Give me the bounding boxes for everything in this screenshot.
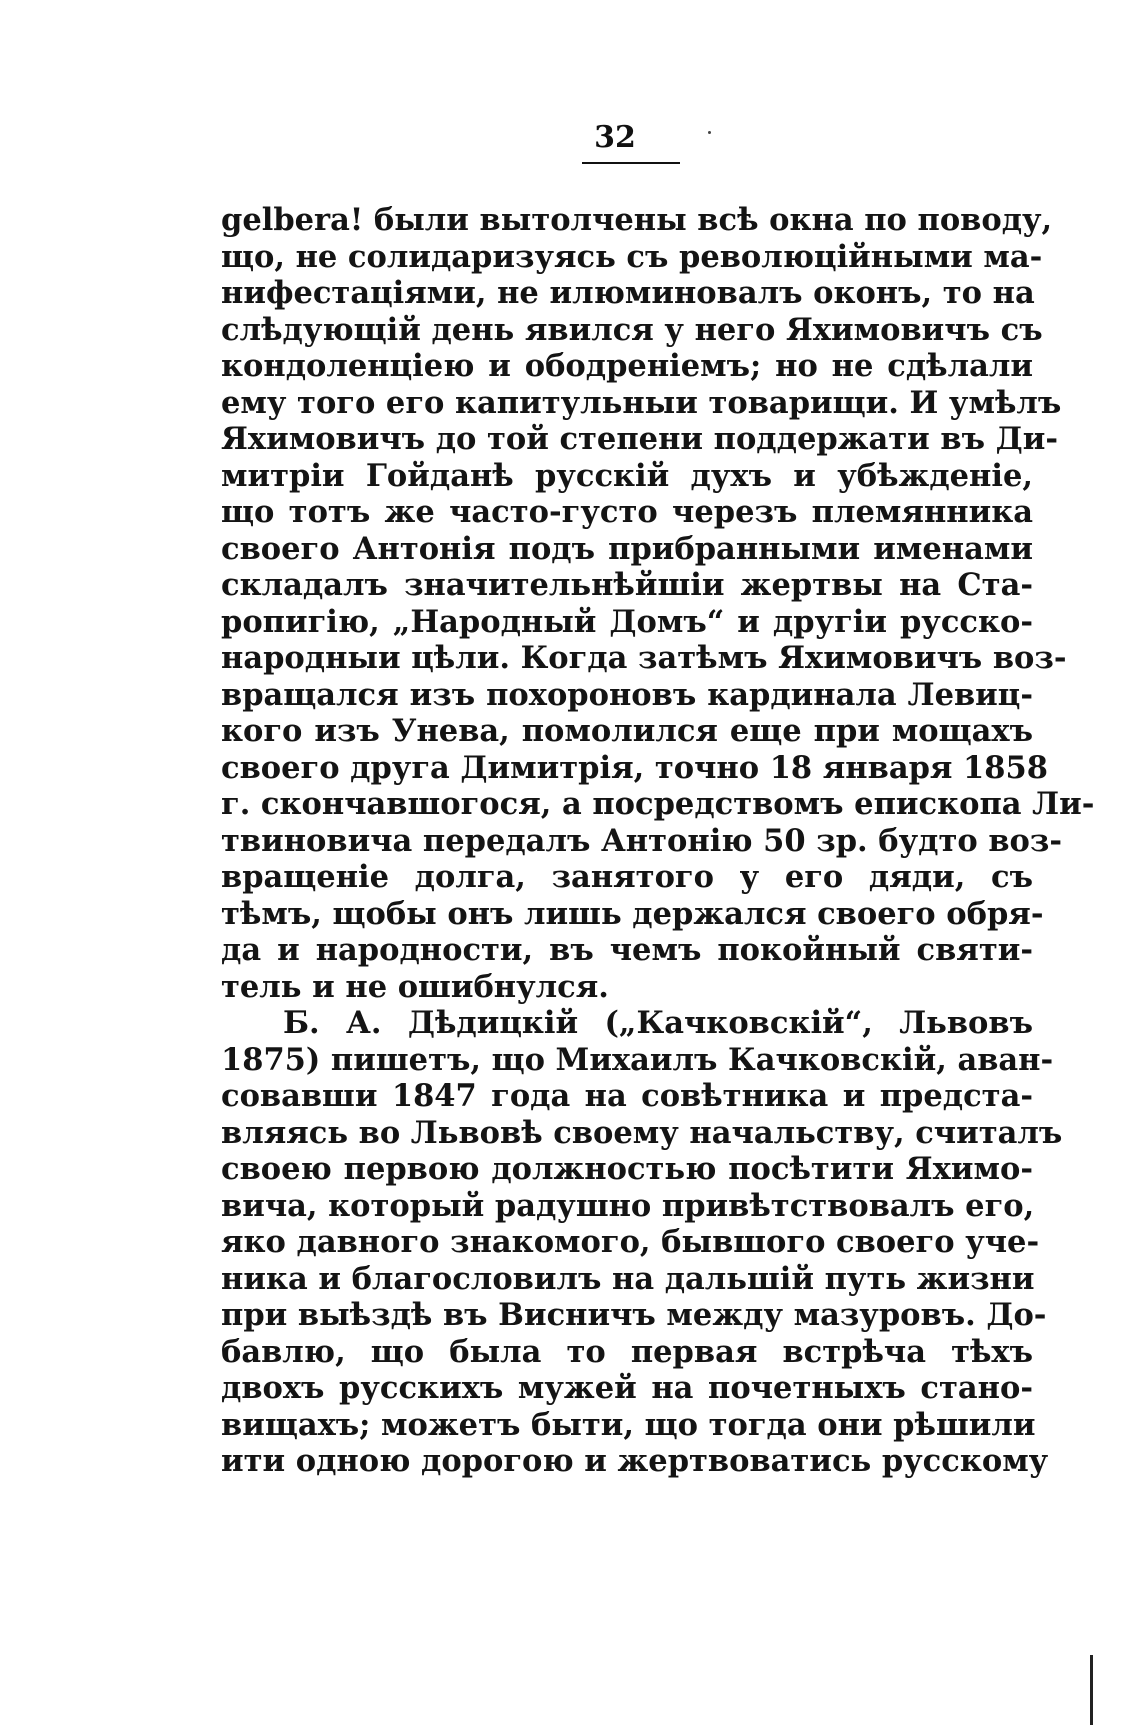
text-line: кондоленціею и ободреніемъ; но не сдѣлали bbox=[221, 348, 1033, 384]
page-number: 32 bbox=[594, 120, 636, 155]
text-line: твиновича передалъ Антонію 50 зр. будто воз- bbox=[221, 822, 1062, 859]
text-line: совавши 1847 года на совѣтника и предста- bbox=[221, 1078, 1033, 1114]
text-line: при выѣздѣ въ Висничъ между мазуровъ. До- bbox=[221, 1297, 1047, 1333]
text-line: gelbera! были вытолчены всѣ окна по поводу, bbox=[221, 202, 1053, 238]
text-line: вращеніе долга, занятого у его дяди, съ bbox=[221, 859, 1033, 895]
text-line: вращался изъ похороновъ кардинала Левиц- bbox=[221, 676, 1033, 713]
text-line: г. скончавшогося, а посредствомъ епископа Ли- bbox=[221, 786, 1095, 822]
text-line: своего Антонія подъ прибранными именами bbox=[221, 530, 1033, 567]
text-line: тѣмъ, щобы онъ лишь держался своего обря- bbox=[221, 895, 1044, 932]
text-line: ника и благословилъ на дальшій путь жизни bbox=[221, 1260, 1035, 1297]
text-line: яко давного знакомого, бывшого своего уче- bbox=[221, 1224, 1040, 1260]
text-line: народныи цѣли. Когда затѣмъ Яхимовичъ воз- bbox=[221, 640, 1067, 676]
paragraph-first-line: Б. А. Дѣдицкій („Качковскій“, Львовъ bbox=[283, 1005, 1033, 1041]
text-line: 1875) пишетъ, що Михаилъ Качковскій, аван- bbox=[221, 1041, 1054, 1078]
text-line: митріи Гойданѣ русскій духъ и убѣжденіе, bbox=[221, 457, 1033, 494]
text-line: двохъ русскихъ мужей на почетныхъ стано- bbox=[221, 1370, 1033, 1406]
scan-speck bbox=[708, 131, 711, 134]
text-line: Яхимовичъ до той степени поддержати въ Ди- bbox=[221, 421, 1058, 457]
paragraph-end-line: тель и не ошибнулся. bbox=[221, 968, 609, 1005]
text-line: кого изъ Унева, помолился еще при мощахъ bbox=[221, 713, 1033, 749]
page-edge-mark bbox=[1090, 1655, 1093, 1725]
text-line: да и народности, въ чемъ покойный святи- bbox=[221, 932, 1033, 968]
text-line: вляясь во Львовѣ своему начальству, считалъ bbox=[221, 1114, 1063, 1151]
text-line: нифестаціями, не илюминовалъ оконъ, то на bbox=[221, 275, 1035, 311]
text-line: складалъ значительнѣйшіи жертвы на Ста- bbox=[221, 567, 1033, 603]
page-number-rule bbox=[582, 162, 680, 164]
text-line: ити одною дорогою и жертвоватись русскому bbox=[221, 1443, 1049, 1479]
text-line: своею первою должностью посѣтити Яхимо- bbox=[221, 1151, 1033, 1187]
text-line: ему того его капитульныи товарищи. И умѣлъ bbox=[221, 384, 1062, 421]
text-line: вищахъ; можетъ быти, що тогда они рѣшили bbox=[221, 1406, 1036, 1443]
text-line: ропигію, „Народный Домъ“ и другіи русско- bbox=[221, 603, 1033, 640]
text-line: слѣдующій день явился у него Яхимовичъ съ bbox=[221, 311, 1043, 348]
text-line: своего друга Димитрія, точно 18 января 1858 bbox=[221, 749, 1048, 786]
text-line: що, не солидаризуясь съ революційными ма- bbox=[221, 238, 1043, 275]
text-line: що тотъ же часто-густо черезъ племянника bbox=[221, 494, 1033, 530]
text-line: вича, который радушно привѣтствовалъ его, bbox=[221, 1187, 1035, 1224]
body-text bbox=[221, 202, 1095, 1480]
text-line: бавлю, що была то первая встрѣча тѣхъ bbox=[221, 1333, 1033, 1370]
